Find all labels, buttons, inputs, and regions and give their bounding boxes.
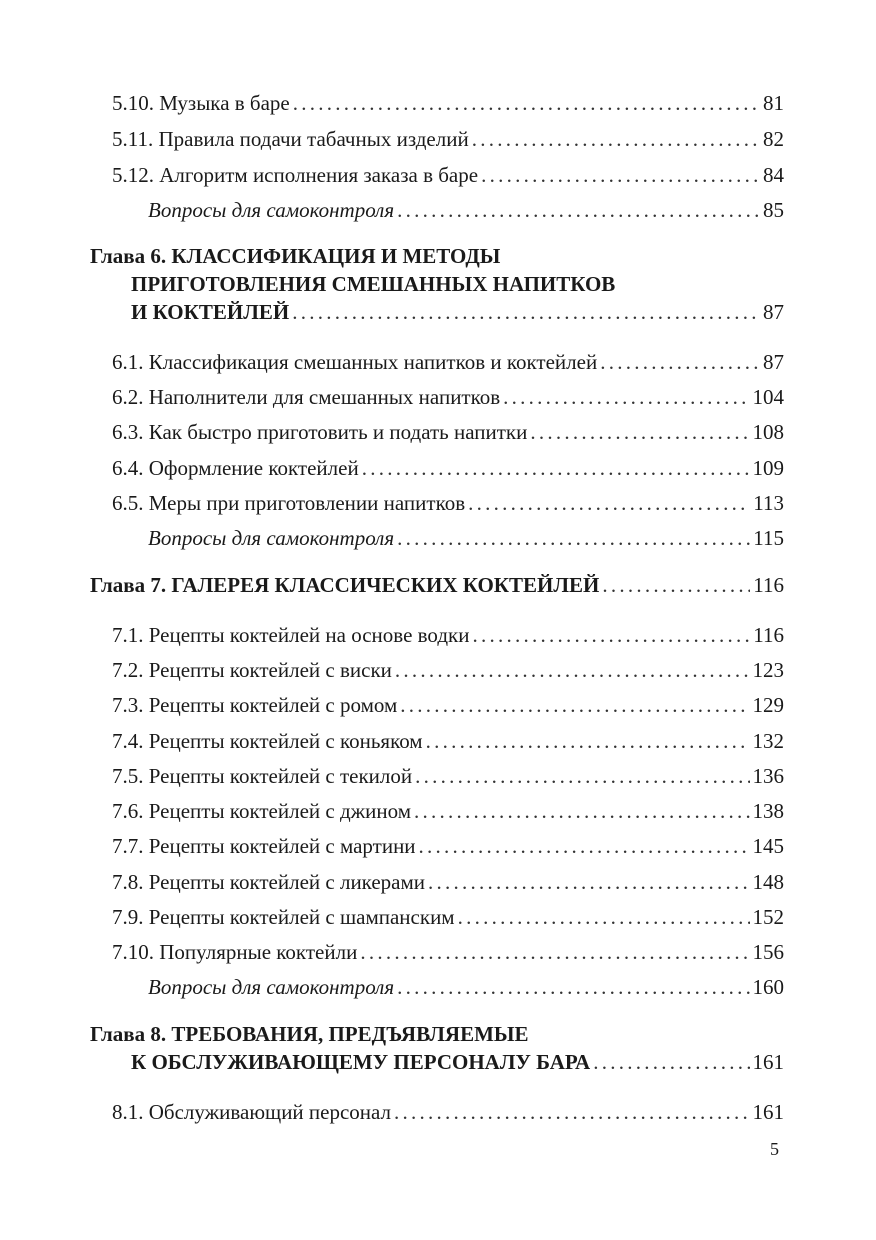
toc-entry-page: 123 <box>752 658 784 682</box>
dot-leader <box>530 419 749 445</box>
toc-entry-page: 84 <box>763 163 784 187</box>
toc-entry-page: 136 <box>752 764 784 788</box>
toc-entry-label: 7.3. Рецепты коктейлей с ромом <box>112 693 398 717</box>
dot-leader <box>428 869 749 895</box>
toc-entry-6-4 <box>112 455 784 481</box>
dot-leader <box>397 525 750 551</box>
toc-entry-5-11 <box>112 126 784 152</box>
chapter-6-heading-line2 <box>131 271 615 297</box>
toc-entry-page: 145 <box>752 834 784 858</box>
toc-entry-7-5 <box>112 763 784 789</box>
toc-entry-6-5 <box>112 490 784 516</box>
dot-leader <box>426 728 750 754</box>
toc-entry-label: Вопросы для самоконтроля <box>148 526 395 550</box>
toc-entry-page: 85 <box>763 198 784 222</box>
dot-leader <box>414 798 749 824</box>
toc-entry-8-1 <box>112 1099 784 1125</box>
chapter-prefix: Глава 8. <box>90 1022 167 1046</box>
toc-entry-label: 7.5. Рецепты коктейлей с текилой <box>112 764 413 788</box>
chapter-title <box>90 572 599 598</box>
toc-entry-page: 156 <box>752 940 784 964</box>
chapter-title-line: И КОКТЕЙЛЕЙ <box>131 300 290 324</box>
dot-leader <box>472 622 750 648</box>
chapter-title-line: КЛАССИФИКАЦИЯ И МЕТОДЫ <box>171 244 501 268</box>
chapter-6-heading-line1 <box>90 243 500 269</box>
toc-entry-questions-5 <box>148 197 784 223</box>
chapter-8-heading-line1 <box>90 1021 529 1047</box>
toc-entry-label: 6.5. Меры при приготовлении напитков <box>112 491 466 515</box>
chapter-page: 161 <box>752 1050 784 1074</box>
dot-leader <box>600 349 760 375</box>
toc-entry-label: 7.9. Рецепты коктейлей с шампанским <box>112 905 455 929</box>
page-number: 5 <box>770 1139 779 1159</box>
toc-entry-label: 7.2. Рецепты коктейлей с виски <box>112 658 392 682</box>
toc-entry-page: 115 <box>753 526 784 550</box>
dot-leader <box>293 90 760 116</box>
toc-entry-page: 113 <box>753 491 784 515</box>
dot-leader <box>397 974 749 1000</box>
toc-entry-label: 7.1. Рецепты коктейлей на основе водки <box>112 623 470 647</box>
toc-entry-7-8 <box>112 869 784 895</box>
toc-entry-label: 6.2. Наполнители для смешанных напитков <box>112 385 501 409</box>
chapter-page: 116 <box>753 573 784 597</box>
chapter-prefix: Глава 7. <box>90 573 167 597</box>
toc-entry-page: 109 <box>752 456 784 480</box>
chapter-title-line: К ОБСЛУЖИВАЮЩЕМУ ПЕРСОНАЛУ БАРА <box>131 1050 591 1074</box>
dot-leader <box>394 1099 749 1125</box>
dot-leader <box>400 692 749 718</box>
chapter-7-heading <box>90 572 784 598</box>
toc-entry-page: 116 <box>753 623 784 647</box>
toc-entry-page: 138 <box>752 799 784 823</box>
toc-entry-label: Вопросы для самоконтроля <box>148 975 395 999</box>
dot-leader <box>458 904 750 930</box>
toc-entry-page: 87 <box>763 350 784 374</box>
toc-entry-5-10 <box>112 90 784 116</box>
toc-entry-label: 6.3. Как быстро приготовить и подать напитки <box>112 420 528 444</box>
toc-entry-7-3 <box>112 692 784 718</box>
toc-entry-label: 6.4. Оформление коктейлей <box>112 456 359 480</box>
toc-entry-label: 7.4. Рецепты коктейлей с коньяком <box>112 729 423 753</box>
toc-entry-5-12 <box>112 162 784 188</box>
toc-entry-page: 148 <box>752 870 784 894</box>
toc-entry-label: 7.8. Рецепты коктейлей с ликерами <box>112 870 426 894</box>
dot-leader <box>292 299 760 325</box>
dot-leader <box>415 763 749 789</box>
toc-entry-page: 129 <box>752 693 784 717</box>
chapter-8-heading-line2 <box>131 1049 784 1075</box>
toc-entry-page: 104 <box>752 385 784 409</box>
dot-leader <box>419 833 750 859</box>
dot-leader <box>395 657 750 683</box>
chapter-title-text: ГАЛЕРЕЯ КЛАССИЧЕСКИХ КОКТЕЙЛЕЙ <box>171 573 600 597</box>
toc-entry-questions-7 <box>148 974 784 1000</box>
toc-entry-label: 5.10. Музыка в баре <box>112 91 290 115</box>
toc-entry-label: 7.10. Популярные коктейли <box>112 940 358 964</box>
toc-entry-label: 6.1. Классификация смешанных напитков и коктейлей <box>112 350 598 374</box>
toc-entry-page: 161 <box>752 1100 784 1124</box>
toc-entry-6-2 <box>112 384 784 410</box>
dot-leader <box>503 384 749 410</box>
chapter-prefix: Глава 6. <box>90 244 167 268</box>
dot-leader <box>360 939 749 965</box>
toc-entry-page: 81 <box>763 91 784 115</box>
toc-entry-page: 82 <box>763 127 784 151</box>
toc-entry-label: 5.11. Правила подачи табачных изделий <box>112 127 469 151</box>
toc-entry-page: 132 <box>752 729 784 753</box>
toc-entry-label: 8.1. Обслуживающий персонал <box>112 1100 392 1124</box>
toc-entry-label: 7.6. Рецепты коктейлей с джином <box>112 799 412 823</box>
toc-entry-page: 108 <box>752 420 784 444</box>
toc-entry-label: 7.7. Рецепты коктейлей с мартини <box>112 834 416 858</box>
dot-leader <box>362 455 750 481</box>
toc-entry-6-1 <box>112 349 784 375</box>
toc-entry-7-7 <box>112 833 784 859</box>
toc-entry-7-4 <box>112 728 784 754</box>
toc-entry-page: 160 <box>752 975 784 999</box>
toc-entry-7-9 <box>112 904 784 930</box>
dot-leader <box>472 126 760 152</box>
toc-entry-7-1 <box>112 622 784 648</box>
toc-entry-label: 5.12. Алгоритм исполнения заказа в баре <box>112 163 479 187</box>
toc-entry-page: 152 <box>752 905 784 929</box>
chapter-6-heading-line3 <box>131 299 784 325</box>
dot-leader <box>602 572 750 598</box>
dot-leader <box>397 197 760 223</box>
dot-leader <box>468 490 750 516</box>
toc-entry-label: Вопросы для самоконтроля <box>148 198 395 222</box>
toc-entry-6-3 <box>112 419 784 445</box>
toc-entry-7-6 <box>112 798 784 824</box>
chapter-page: 87 <box>763 300 784 324</box>
dot-leader <box>481 162 760 188</box>
chapter-title-line: ТРЕБОВАНИЯ, ПРЕДЪЯВЛЯЕМЫЕ <box>171 1022 529 1046</box>
dot-leader <box>593 1049 749 1075</box>
toc-entry-questions-6 <box>148 525 784 551</box>
chapter-title-line: ПРИГОТОВЛЕНИЯ СМЕШАННЫХ НАПИТКОВ <box>131 272 616 296</box>
toc-entry-7-10 <box>112 939 784 965</box>
toc-entry-7-2 <box>112 657 784 683</box>
